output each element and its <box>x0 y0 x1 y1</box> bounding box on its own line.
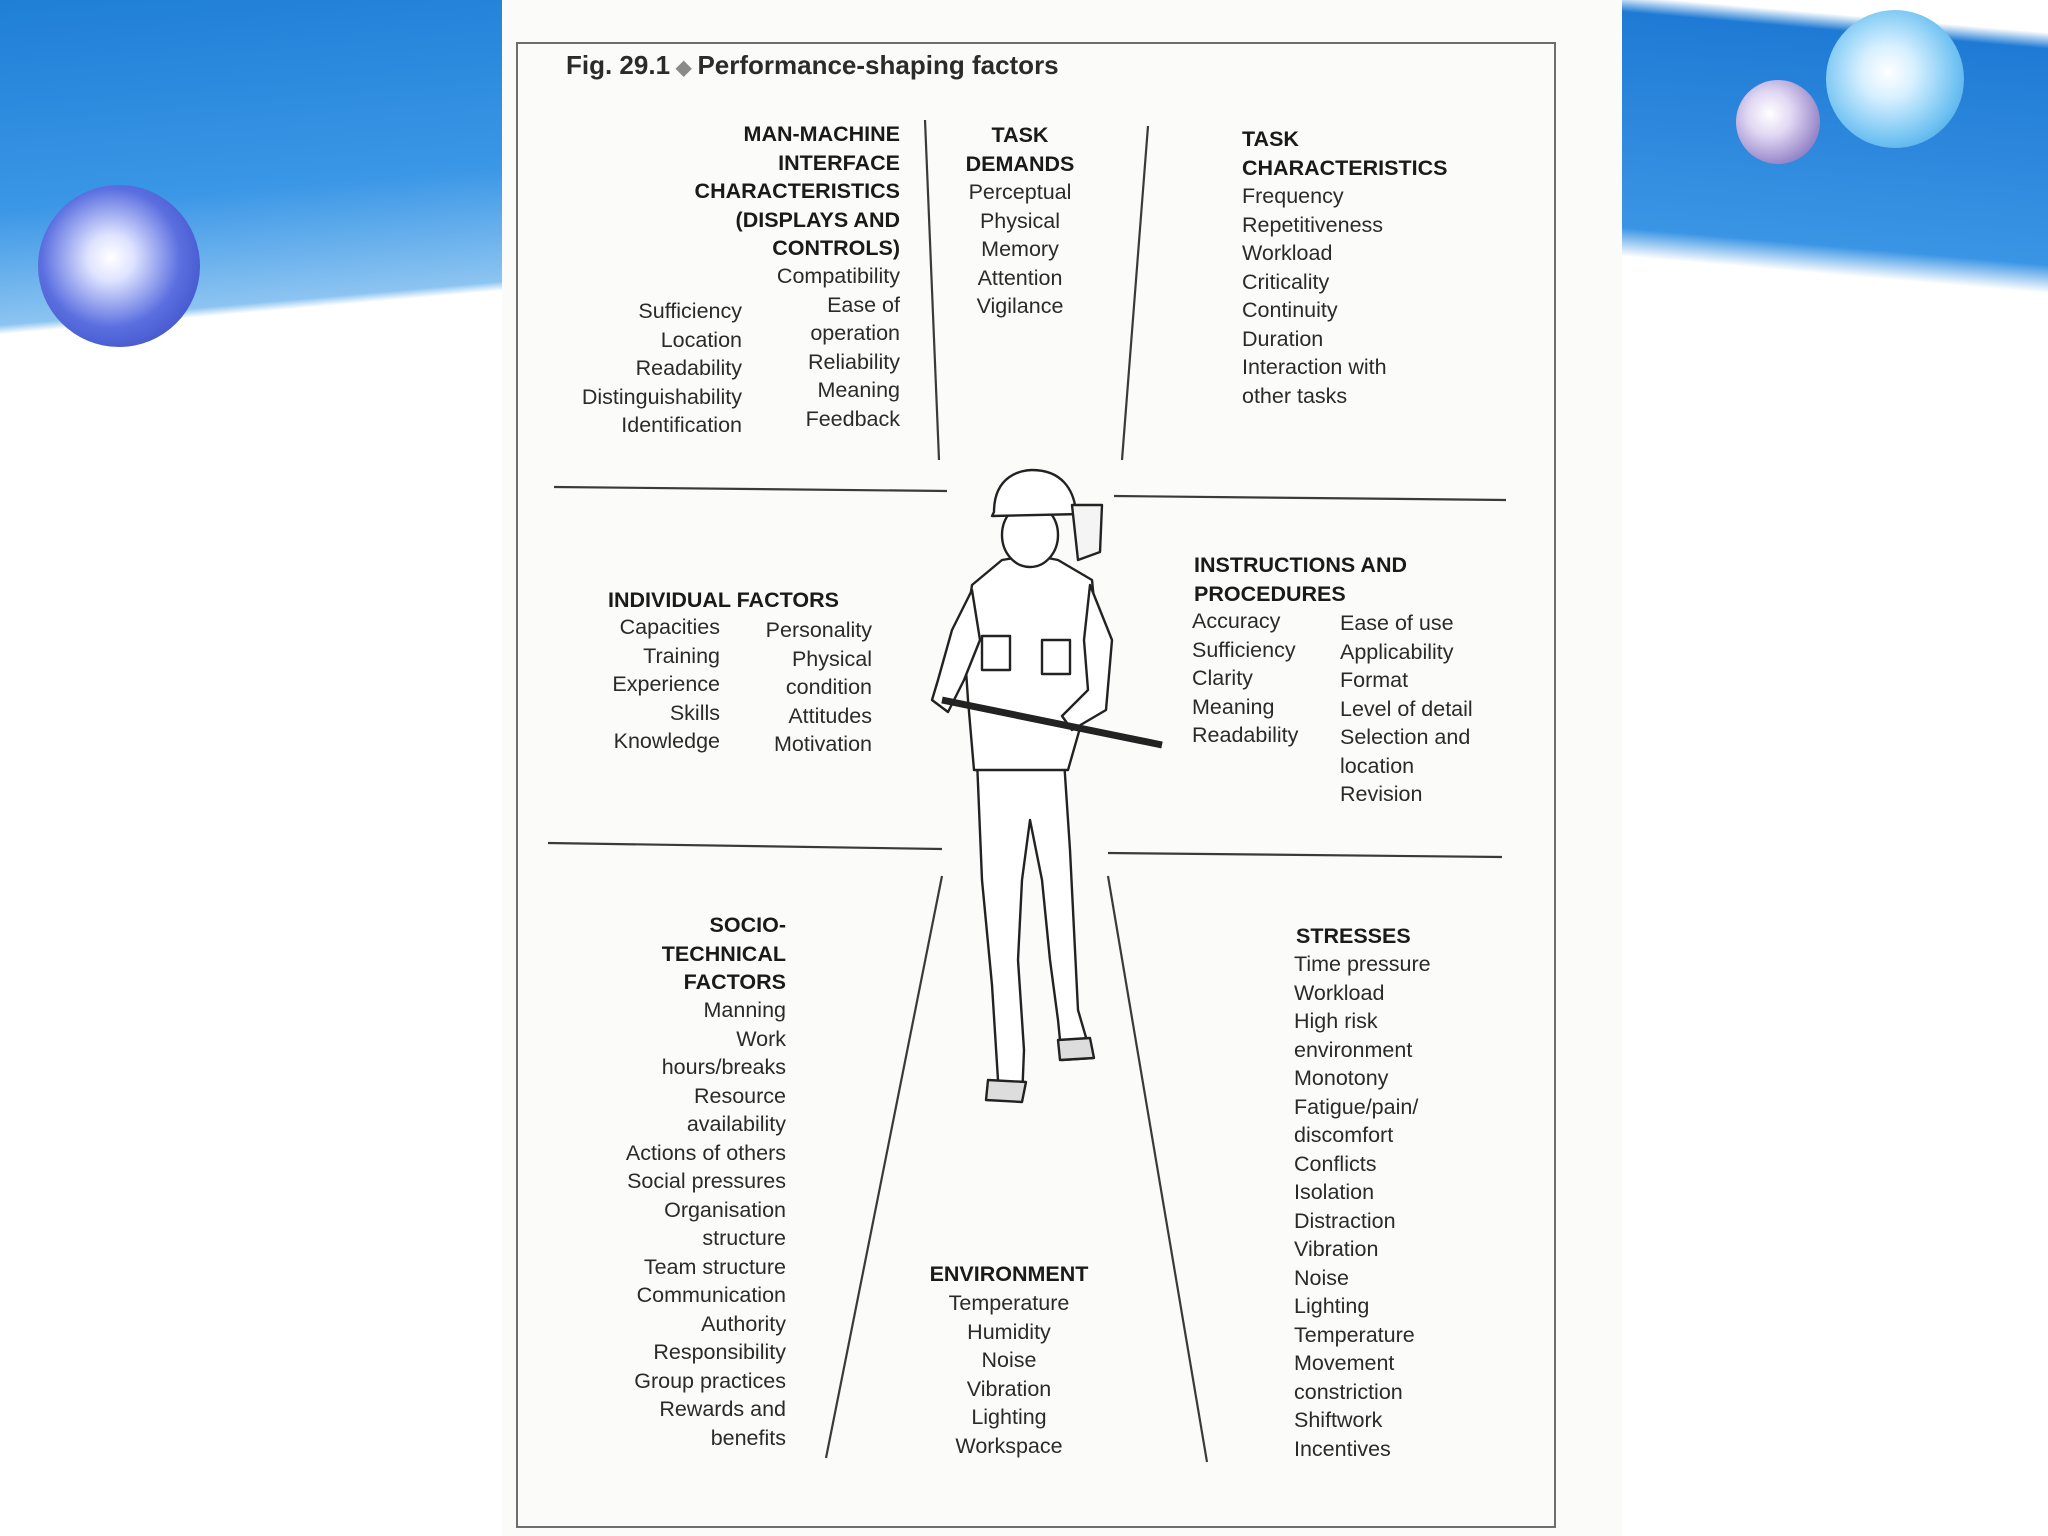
mmi-items-right: Compatibility Ease of operation Reliability Meaning Feedback <box>776 264 900 431</box>
stresses-items: Time pressure Workload High risk environment Monotony Fatigue/pain/ discomfort Conflicts Isolation Distraction Vibration Noise Lighting Temperature Movement constriction Shiftwork Incentives <box>1294 952 1431 1461</box>
divider-environment-stresses <box>1108 876 1207 1462</box>
mmi-items-left: Sufficiency Location Readability Distinguishability Identification <box>581 299 742 437</box>
task-characteristics-heading: TASK CHARACTERISTICS <box>1242 127 1448 180</box>
divider-upper-left <box>554 487 947 491</box>
diamond-icon: ◆ <box>676 57 692 79</box>
worker-boot-right <box>1058 1038 1094 1060</box>
worker-boot-left <box>986 1080 1026 1102</box>
divider-task-demands-characteristics <box>1122 126 1148 460</box>
worker-visor <box>1072 505 1102 560</box>
individual-factors-heading: INDIVIDUAL FACTORS <box>608 588 839 612</box>
task-characteristics-items: Frequency Repetitiveness Workload Criticality Continuity Duration Interaction with other tasks <box>1242 184 1387 408</box>
task-demands-heading: TASK DEMANDS <box>965 123 1075 176</box>
worker-helmet <box>992 470 1082 516</box>
figure-number: Fig. 29.1 <box>566 50 671 80</box>
individual-factors-right: Personality Physical condition Attitudes Motivation <box>765 618 872 756</box>
worker-pocket-right <box>1042 640 1070 674</box>
decorative-orb-large <box>38 185 200 347</box>
mmi-heading: MAN-MACHINE INTERFACE CHARACTERISTICS (DISPLAYS AND CONTROLS) <box>694 122 900 260</box>
divider-mmi-task-demands <box>925 120 939 460</box>
worker-figure <box>932 470 1162 1102</box>
figure-caption: Performance-shaping factors <box>697 50 1059 80</box>
task-demands-items: Perceptual Physical Memory Attention Vigilance <box>968 180 1072 318</box>
socio-technical-items: Manning Work hours/breaks Resource availability Actions of others Social pressures Organisation structure Team structure Communication Authority Responsibility Group practices Rewards and benefits <box>625 998 786 1450</box>
instructions-right: Ease of use Applicability Format Level of detail Selection and location Revision <box>1340 611 1473 806</box>
scanned-figure-page <box>502 0 1622 1536</box>
decorative-orb-small-purple <box>1736 80 1820 164</box>
instructions-heading: INSTRUCTIONS AND PROCEDURES <box>1194 553 1408 606</box>
environment-heading: ENVIRONMENT <box>929 1262 1089 1286</box>
stresses-heading: STRESSES <box>1296 924 1411 948</box>
socio-technical-heading: SOCIO- TECHNICAL FACTORS <box>661 913 786 994</box>
environment-items: Temperature Humidity Noise Vibration Lighting Workspace <box>948 1291 1070 1458</box>
decorative-orb-small-blue <box>1826 10 1964 148</box>
instructions-left: Accuracy Sufficiency Clarity Meaning Readability <box>1192 609 1299 747</box>
worker-pocket-left <box>982 636 1010 670</box>
individual-factors-left: Capacities Training Experience Skills Knowledge <box>612 615 720 753</box>
divider-upper-right <box>1114 496 1506 500</box>
divider-lower-left <box>548 843 942 849</box>
divider-lower-right <box>1108 853 1502 857</box>
